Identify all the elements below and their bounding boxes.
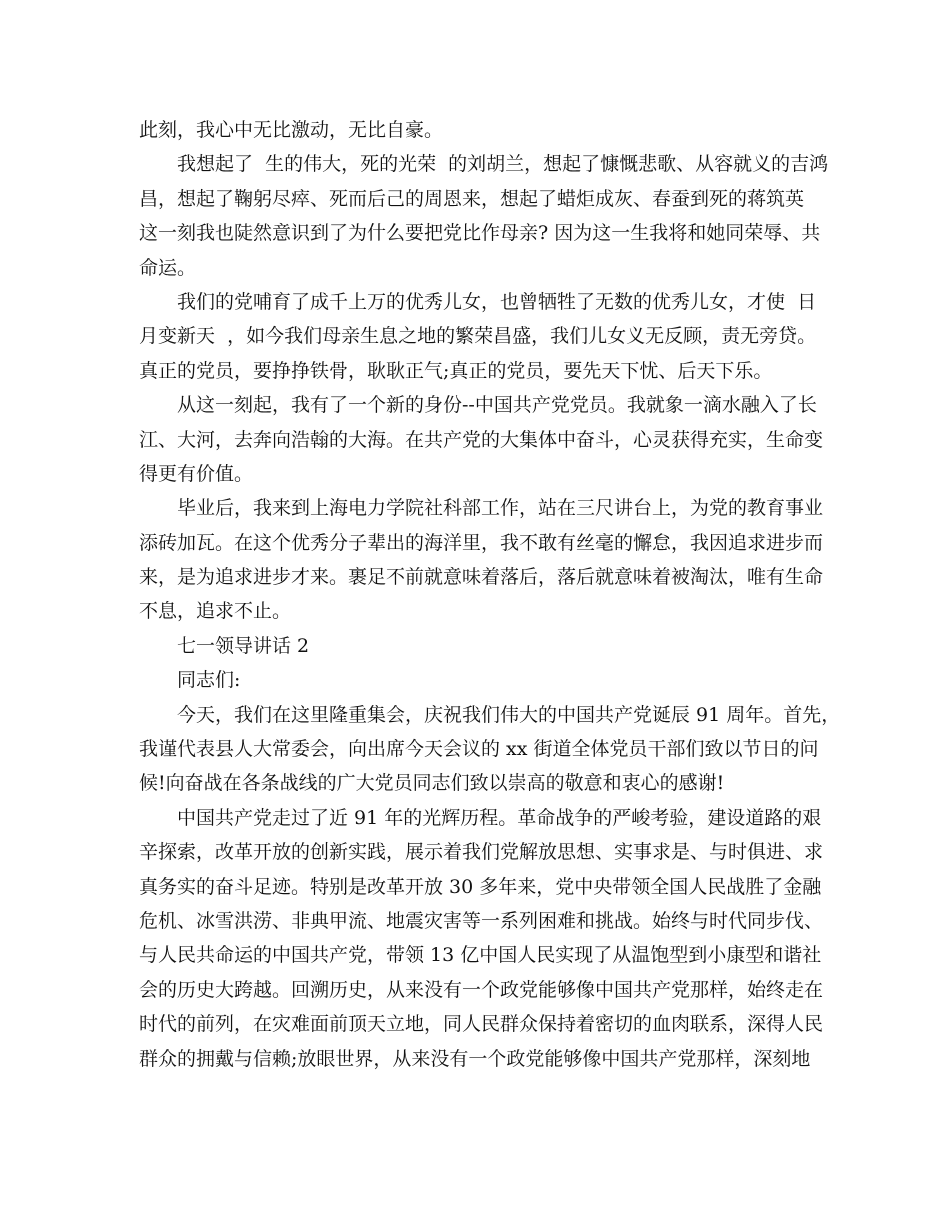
text-line: 来，是为追求进步才来。裹足不前就意味着落后，落后就意味着被淘汰，唯有生命 [139, 566, 824, 589]
text-line: 候!向奋战在各条战线的广大党员同志们致以崇高的敬意和衷心的感谢! [139, 772, 725, 795]
text-line: 添砖加瓦。在这个优秀分子辈出的海洋里，我不敢有丝毫的懈怠，我因追求进步而 [139, 531, 824, 554]
text-line: 毕业后，我来到上海电力学院社科部工作，站在三尺讲台上，为党的教育事业 [177, 497, 824, 520]
text-line: 昌，想起了鞠躬尽瘁、死而后己的周恩来，想起了蜡炬成灰、春蚕到死的蒋筑英 [139, 187, 805, 210]
text-line: 真正的党员，要挣挣铁骨，耿耿正气;真正的党员，要先天下忧、后天下乐。 [139, 359, 773, 382]
text-line: 真务实的奋斗足迹。特别是改革开放 30 多年来，党中央带领全国人民战胜了金融 [139, 875, 822, 898]
text-line: 江、大河，去奔向浩翰的大海。在共产党的大集体中奋斗，心灵获得充实，生命变 [139, 428, 824, 451]
text-line: 我想起了 生的伟大，死的光荣 的刘胡兰，想起了慷慨悲歌、从容就义的吉鸿 [177, 153, 829, 176]
salutation: 同志们: [177, 669, 241, 692]
text-line: 时代的前列，在灾难面前顶天立地，同人民群众保持着密切的血肉联系，深得人民 [139, 1013, 824, 1036]
text-line: 月变新天 ，如今我们母亲生息之地的繁荣昌盛，我们儿女义无反顾，责无旁贷。 [139, 325, 817, 348]
text-line: 此刻，我心中无比激动，无比自豪。 [139, 119, 444, 141]
text-line: 今天，我们在这里隆重集会，庆祝我们伟大的中国共产党诞辰 91 周年。首先， [177, 703, 841, 726]
text-line: 这一刻我也陡然意识到了为什么要把党比作母亲? 因为这一生我将和她同荣辱、共 [139, 222, 821, 245]
text-line: 我们的党哺育了成千上万的优秀儿女，也曾牺牲了无数的优秀儿女，才使 日 [177, 290, 817, 313]
text-line: 辛探索，改革开放的创新实践，展示着我们党解放思想、实事求是、与时俱进、求 [139, 841, 824, 864]
text-line: 会的历史大跨越。回溯历史，从来没有一个政党能够像中国共产党那样，始终走在 [139, 978, 824, 1001]
text-line: 得更有价值。 [139, 462, 254, 485]
text-line: 危机、冰雪洪涝、非典甲流、地震灾害等一系列困难和挑战。始终与时代同步伐、 [139, 909, 824, 932]
text-line: 中国共产党走过了近 91 年的光辉历程。革命战争的严峻考验，建设道路的艰 [177, 806, 822, 829]
text-line: 命运。 [139, 256, 197, 279]
text-line: 群众的拥戴与信赖;放眼世界，从来没有一个政党能够像中国共产党那样，深刻地 [139, 1047, 811, 1070]
document-body [139, 113, 841, 1076]
section-heading: 七一领导讲话 2 [177, 634, 310, 657]
text-line: 与人民共命运的中国共产党，带领 13 亿中国人民实现了从温饱型到小康型和谐社 [139, 944, 822, 967]
text-line: 不息，追求不止。 [139, 600, 292, 623]
text-line: 我谨代表县人大常委会，向出席今天会议的 xx 街道全体党员干部们致以节日的问 [139, 738, 819, 761]
text-line: 从这一刻起，我有了一个新的身份--中国共产党党员。我就象一滴水融入了长 [177, 394, 817, 417]
